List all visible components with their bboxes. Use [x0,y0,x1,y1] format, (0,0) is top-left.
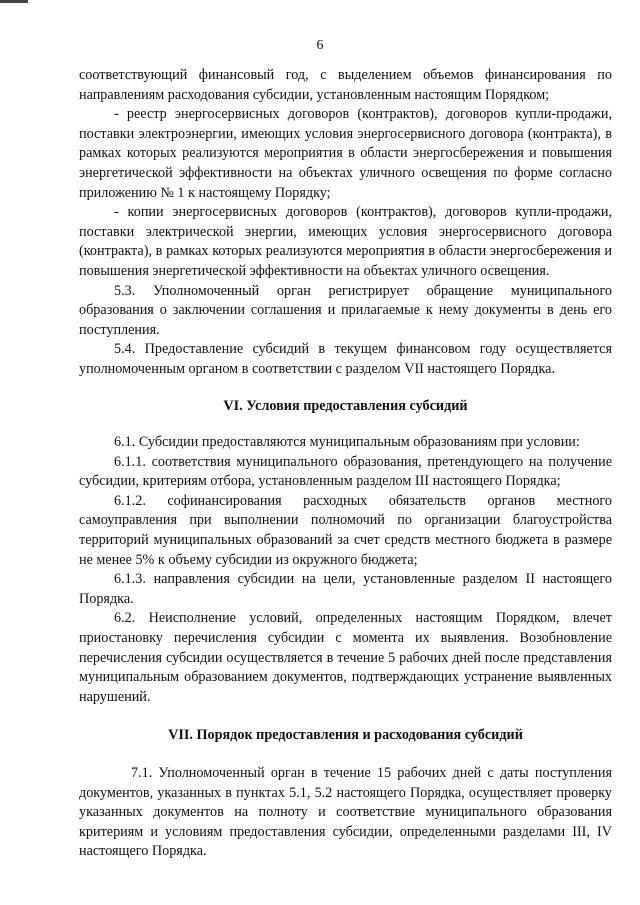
section-6-heading: VI. Условия предоставления субсидий [223,397,468,414]
list-item-copies: - копии энергосервисных договоров (контрактов), договоров купли-продажи, поставки электрической энергии, имеющих условия энергосервисного договора (контракта), в рамках которых реализуются мероприятия в области энергосбережения и повышения энергетической эффективности на объектах уличного освещения. [79,204,612,279]
para-5-3: 5.3. Уполномоченный орган регистрирует обращение муниципального образования о заключении соглашения и прилагаемые к нему документы в день его поступления. [79,282,612,338]
section-7-heading: VII. Порядок предоставления и расходования субсидий [168,727,523,744]
section-6-body [79,433,612,707]
para-6-1-3: 6.1.3. направления субсидии на цели, установленные разделом II настоящего Порядка. [79,571,612,607]
list-item-registry: - реестр энергосервисных договоров (контрактов), договоров купли-продажи, поставки электроэнергии, имеющих условия энергосервисного договора (контракта), в рамках которых реализуются мероприятия в области энергосбережения и повышения энергетической эффективности на объектах уличного освещения по форме согласно приложению № 1 к настоящему Порядку; [79,106,612,201]
section-7-body [79,764,612,862]
document-body [79,66,612,862]
para-7-1: 7.1. Уполномоченный орган в течение 15 рабочих дней с даты поступления документов, указанных в пунктах 5.1, 5.2 настоящего Порядка, осуществляет проверку указанных документов на полноту и соответствие муниципального образования критериям и условиям предоставления субсидии, определенными разделами III, IV настоящего Порядка. [79,765,612,860]
para-6-2: 6.2. Неисполнение условий, определенных настоящим Порядком, влечет приостановку перечисления субсидии с момента их выявления. Возобновление перечисления субсидии осуществляется в течение 5 рабочих дней после представления муниципальным образованием документов, подтверждающих устранение выявленных нарушений. [79,610,612,705]
para-6-1-1: 6.1.1. соответствия муниципального образования, претендующего на получение субсидии, критериям отбора, установленным разделом III настоящего Порядка; [79,453,612,490]
para-continuation: соответствующий финансовый год, с выделением объемов финансирования по направлениям расходования субсидии, установленным настоящим Порядком; [79,67,612,103]
scan-corner-mark [0,0,28,3]
page-number: 6 [316,38,324,53]
para-6-1: 6.1. Субсидии предоставляются муниципальным образованиям при условии: [114,434,580,451]
para-5-4: 5.4. Предоставление субсидий в текущем финансовом году осуществляется уполномоченным органом в соответствии с разделом VII настоящего Порядка. [79,341,612,377]
para-6-1-2: 6.1.2. софинансирования расходных обязательств органов местного самоуправления при выполнении полномочий по организации благоустройства территорий муниципальных образований за счет средств местного бюджета в размере не менее 5% к объему субсидии из окружного бюджета; [79,492,612,568]
section-5-continuation [79,66,612,380]
